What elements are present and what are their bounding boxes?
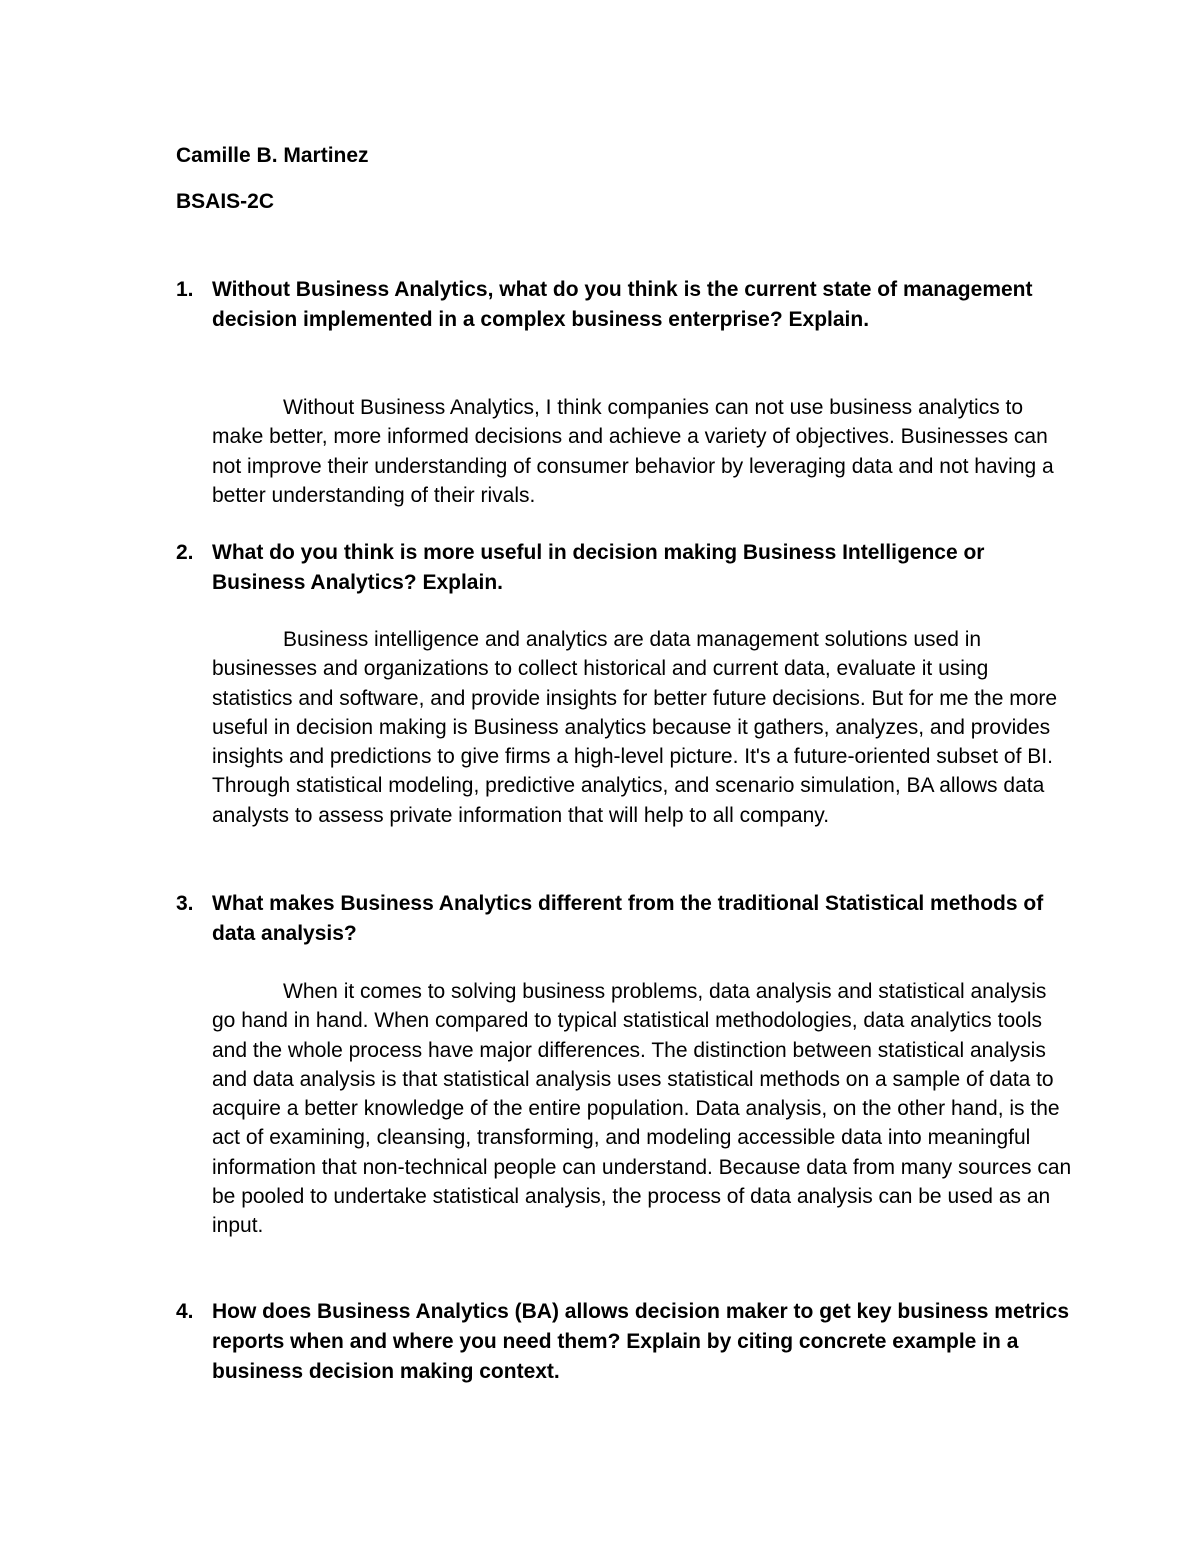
question-number: 4.	[176, 1300, 194, 1323]
question-number: 3.	[176, 892, 194, 915]
question-text: Without Business Analytics, what do you think is the current state of management decision implemented in a complex business enterprise? Explain.	[212, 278, 1033, 331]
question-text: What do you think is more useful in decision making Business Intelligence or Business Analytics? Explain.	[212, 541, 985, 594]
question-text: What makes Business Analytics different from the traditional Statistical methods of data analysis?	[212, 892, 1044, 945]
student-section: BSAIS-2C	[176, 190, 275, 213]
question-number: 1.	[176, 278, 194, 301]
question-1	[176, 275, 1076, 335]
question-number: 2.	[176, 541, 194, 564]
answer-3: When it comes to solving business problems, data analysis and statistical analysis go hand in hand. When compared to typical statistical methodologies, data analytics tools and the whole process have major differences. The distinction between statistical analysis and data analysis is that statistical analysis uses statistical methods on a sample of data to acquire a better knowledge of the entire population. Data analysis, on the other hand, is the act of examining, cleansing, transforming, and modeling accessible data into meaningful information that non-technical people can understand. Because data from many sources can be pooled to undertake statistical analysis, the process of data analysis can be used as an input.	[212, 980, 1072, 1238]
answer-2: Business intelligence and analytics are data management solutions used in businesses and organizations to collect historical and current data, evaluate it using statistics and software, and provide insights for better future decisions. But for me the more useful in decision making is Business analytics because it gathers, analyzes, and provides insights and predictions to give firms a high-level picture. It's a future-oriented subset of BI. Through statistical modeling, predictive analytics, and scenario simulation, BA allows data analysts to assess private information that will help to all company.	[212, 628, 1058, 827]
question-3	[176, 889, 1076, 949]
question-4	[176, 1297, 1076, 1387]
student-name: Camille B. Martinez	[176, 144, 369, 167]
question-text: How does Business Analytics (BA) allows decision maker to get key business metrics reports when and where you need them? Explain by citing concrete example in a business decision making context.	[212, 1300, 1070, 1383]
answer-1: Without Business Analytics, I think companies can not use business analytics to make better, more informed decisions and achieve a variety of objectives. Businesses can not improve their understanding of consumer behavior by leveraging data and not having a better understanding of their rivals.	[212, 396, 1054, 507]
question-2	[176, 538, 1076, 598]
